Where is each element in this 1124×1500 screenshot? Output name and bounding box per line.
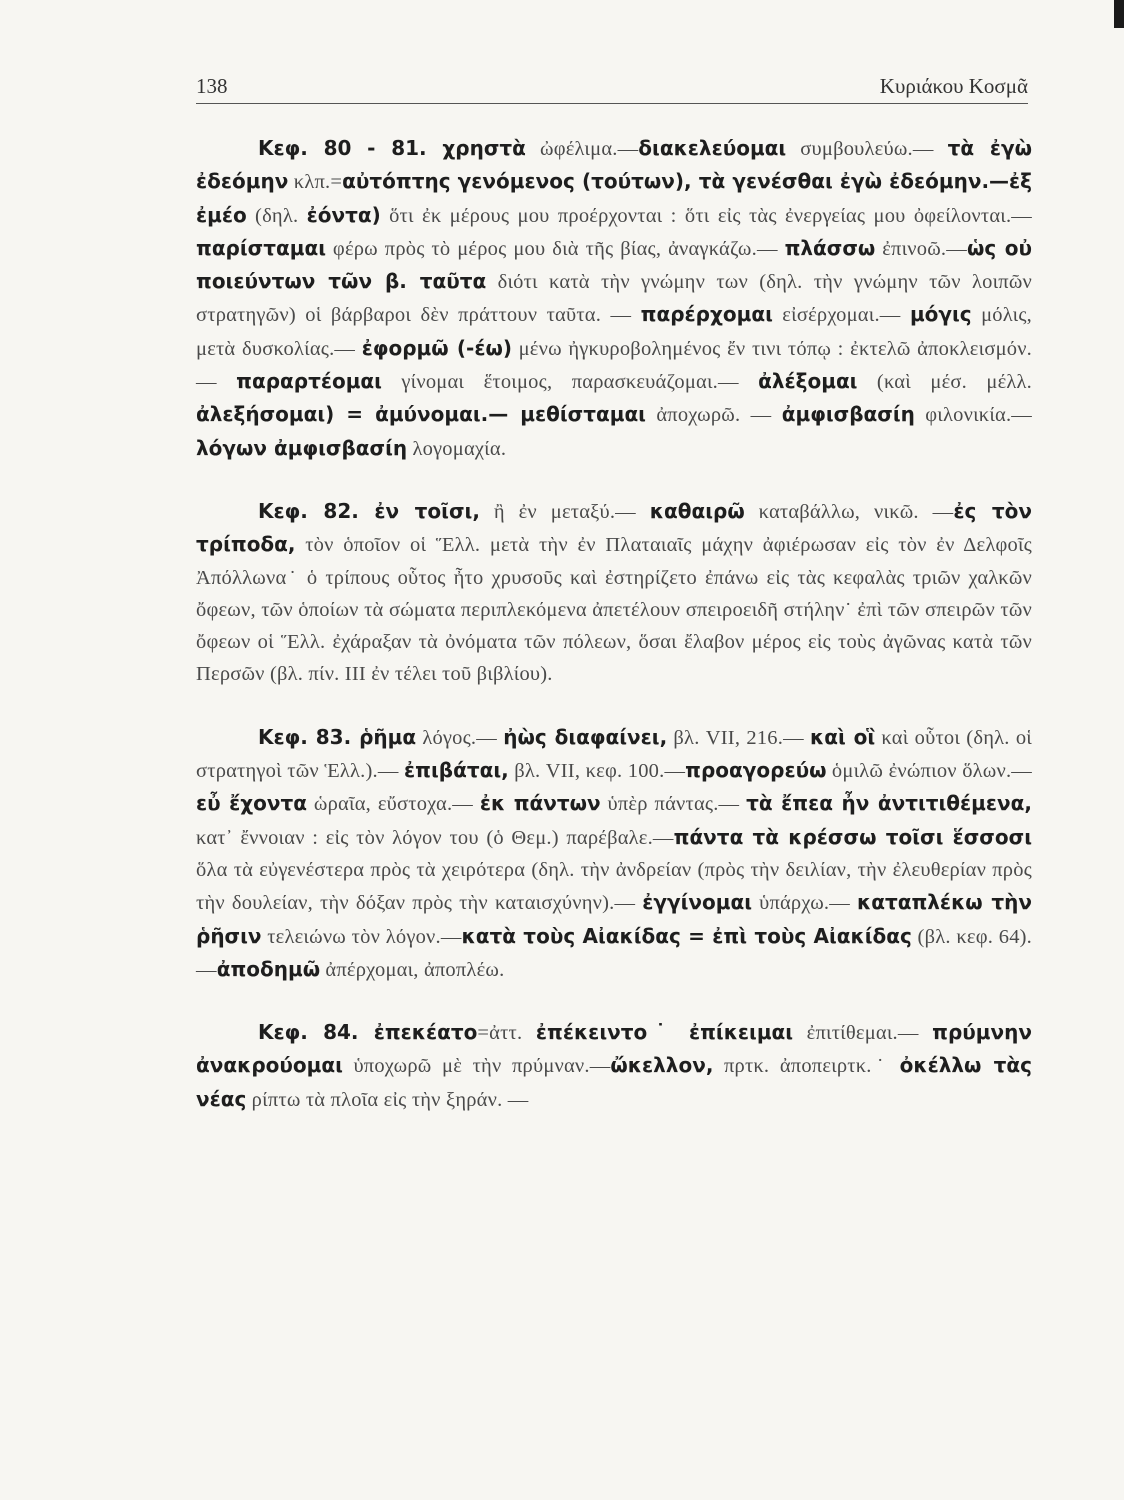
gloss-text: =ἀττ. [477, 1022, 536, 1045]
gloss-text: συμβουλεύω.— [786, 138, 948, 160]
header-rule [196, 103, 1028, 104]
lemma-term: Κεφ. 82. ἐν τοῖσι, [258, 498, 480, 523]
gloss-text: λόγος.— [416, 726, 504, 749]
gloss-text: φέρω πρὸς τὸ μέρος μου διὰ τῆς βίας, ἀναγκάζω.— [326, 237, 785, 260]
gloss-text: ἢ ἐν μεταξύ.— [479, 500, 650, 523]
gloss-text: εἰσέρχομαι.— [772, 304, 910, 327]
lemma-term: ὤκελλον, [610, 1053, 714, 1078]
lemma-term: Κεφ. 80 - 81. χρηστὰ [258, 136, 526, 160]
gloss-text: γίνομαι ἕτοιμος, παρασκευάζομαι.— [381, 371, 759, 394]
gloss-text: ἀποχωρῶ. — [645, 404, 782, 427]
gloss-text: βλ. VII, κεφ. 100.— [508, 760, 686, 783]
scan-edge-mark [1114, 0, 1124, 28]
lemma-term: λόγων ἀμφισβασίη [196, 435, 408, 460]
lemma-term: ὡς οὐ ποιεύντων τῶν β. ταῦτα [196, 235, 1032, 294]
lemma-term: μόγις [909, 302, 972, 327]
lemma-term: διακελεύομαι [638, 136, 787, 160]
lemma-term: Κεφ. 84. ἐπεκέατο [258, 1020, 478, 1045]
page-header [196, 74, 1028, 99]
gloss-text: φιλονικία.— [914, 404, 1032, 427]
lemma-term: αὐτόπτης γενόμενος (τούτων), τὰ γενέσθαι ἐγὼ ἐδεόμην.—ἐξ ἐμέο [196, 169, 1032, 227]
gloss-text: κλπ.= [288, 171, 343, 194]
lemma-term: παρίσταμαι [196, 235, 326, 260]
page-number: 138 [196, 74, 228, 98]
chapter-paragraph-4 [196, 1016, 1032, 1116]
gloss-text: καὶ οὗτοι (δηλ. οἱ στρατηγοὶ τῶν Ἑλλ.).— [196, 726, 1032, 783]
gloss-text: (δηλ. [246, 204, 307, 227]
chapter-paragraph-1 [196, 132, 1032, 465]
lemma-term: ἀλεξήσομαι) = ἀμύνομαι.— μεθίσταμαι [196, 402, 646, 427]
gloss-text: (βλ. κεφ. 64).— [196, 925, 1033, 981]
gloss-text: ρίπτω τὰ πλοῖα εἰς τὴν ξηράν. — [246, 1088, 529, 1111]
gloss-text: (καὶ μέσ. μέλλ. [857, 371, 1032, 394]
lemma-term: πάντα τὰ κρέσσω τοῖσι ἕσσοσι [673, 824, 1032, 849]
lemma-term: εὖ ἔχοντα [196, 791, 308, 816]
lemma-term: πλάσσω [784, 235, 876, 260]
gloss-text: ὑπάρχω.— [752, 892, 857, 915]
gloss-text: ὑπὲρ πάντας.— [600, 793, 747, 816]
gloss-text: καταβάλλω, νικῶ. — [744, 500, 954, 523]
gloss-text: κατ᾿ ἔννοιαν : εἰς τὸν λόγον του (ὁ Θεμ.) παρέβαλε.— [196, 826, 674, 849]
lemma-term: ἀλέξομαι [758, 369, 858, 394]
lemma-term: ἐφορμῶ (-έω) [361, 335, 512, 360]
gloss-text: ὅλα τὰ εὐγενέστερα πρὸς τὰ χειρότερα (δηλ. τὴν ἀνδρείαν (πρὸς τὴν δειλίαν, τὴν ἐλευθερίαν πρὸς τὴν δουλείαν, τὴν δόξαν πρὸς τὴν καταισχύνην).— [196, 858, 1032, 915]
gloss-text: τὸν ὁποῖον οἱ Ἕλλ. μετὰ τὴν ἐν Πλαταιαῖς μάχην ἀφιέρωσαν εἰς τὸν ἐν Δελφοῖς Ἀπόλλωνα˙ ὁ τρίπους οὗτος ἦτο χρυσοῦς καὶ ἐστηρίζετο ἐπάνω εἰς τὰς κεφαλὰς τριῶν χαλκῶν ὄφεων, τῶν ὁποίων τὰ σώματα περιπλεκόμενα ἀπετέλουν σπειροειδῆ στήλην˙ ἐπὶ τῶν σπειρῶν τῶν ὄφεων οἱ Ἕλλ. ἐχάραξαν τὰ ὀνόματα τῶν πόλεων, ὅσαι ἔλαβον μέρος εἰς τοὺς ἀγῶνας κατὰ τῶν Περσῶν (βλ. πίν. III ἐν τέλει τοῦ βιβλίου). [196, 534, 1032, 686]
gloss-text: μόλις, μετὰ δυσκολίας.— [196, 304, 1033, 360]
lemma-term: ἠὼς διαφαίνει, [503, 724, 668, 749]
lemma-term: ὀκέλλω τὰς νέας [196, 1053, 1032, 1111]
gloss-text: μένω ἠγκυροβολημένος ἔν τινι τόπῳ : ἐκτελῶ ἀποκλεισμόν.— [196, 337, 1033, 394]
lemma-term: Κεφ. 83. ῥῆμα [258, 724, 417, 749]
gloss-text: διότι κατὰ τὴν γνώμην των (δηλ. τὴν γνώμην τῶν λοιπῶν στρατηγῶν) οἱ βάρβαροι δὲν πράττουν ταῦτα. — [196, 271, 1032, 327]
gloss-text: ὁμιλῶ ἐνώπιον ὅλων.— [826, 760, 1032, 783]
chapter-paragraph-2 [196, 495, 1032, 691]
lemma-term: ἀμφισβασίη [781, 402, 915, 427]
gloss-text: ἐπινοῶ.— [875, 237, 967, 260]
lemma-term: καὶ οἳ [810, 724, 876, 749]
lemma-term: πρύμνην ἀνακρούομαι [196, 1020, 1032, 1078]
gloss-text: ἐπιτίθεμαι.— [793, 1022, 933, 1045]
lemma-term: τὰ ἐγὼ ἐδεόμην [196, 136, 1033, 194]
lemma-term: ἐκ πάντων [479, 791, 601, 816]
gloss-text: ὅτι ἐκ μέρους μου προέρχονται : ὅτι εἰς τὰς ἐνεργείας μου ὀφείλονται.— [380, 204, 1033, 227]
lemma-term: ἐγγίνομαι [642, 890, 753, 915]
lemma-term: καθαιρῶ [649, 498, 745, 523]
lemma-term: ἐπέκειντο˙ ἐπίκειμαι [535, 1020, 794, 1045]
gloss-text: πρτκ. ἀποπειρτκ.˙ [713, 1055, 900, 1078]
gloss-text: λογομαχία. [407, 437, 507, 460]
lemma-term: ἐς τὸν τρίποδα, [196, 498, 1033, 557]
lemma-term: προαγορεύω [685, 758, 827, 783]
gloss-text: ἀπέρχομαι, ἀποπλέω. [320, 958, 505, 981]
lemma-term: κατὰ τοὺς Αἰακίδας = ἐπὶ τοὺς Αἰακίδας [461, 923, 912, 948]
chapter-paragraph-3 [196, 721, 1032, 986]
lemma-term: τὰ ἔπεα ἦν ἀντιτιθέμενα, [746, 791, 1032, 816]
lemma-term: ἐπιβάται, [404, 758, 509, 783]
lemma-term: ἀποδημῶ [216, 956, 321, 981]
gloss-text: ὑποχωρῶ μὲ τὴν πρύμναν.— [342, 1055, 611, 1078]
running-title: Κυριάκου Κοσμᾶ [879, 74, 1028, 98]
gloss-text: τελειώνω τὸν λόγον.— [261, 925, 462, 948]
page-body [196, 132, 1032, 1116]
lemma-term: καταπλέκω τὴν ῥῆσιν [196, 890, 1032, 948]
lemma-term: παρέρχομαι [640, 302, 773, 327]
lemma-term: ἐόντα) [306, 202, 381, 227]
lemma-term: παραρτέομαι [236, 369, 382, 394]
gloss-text: ὠφέλιμα.— [525, 138, 639, 160]
gloss-text: βλ. VII, 216.— [667, 726, 811, 749]
gloss-text: ὡραῖα, εὔστοχα.— [307, 793, 480, 816]
